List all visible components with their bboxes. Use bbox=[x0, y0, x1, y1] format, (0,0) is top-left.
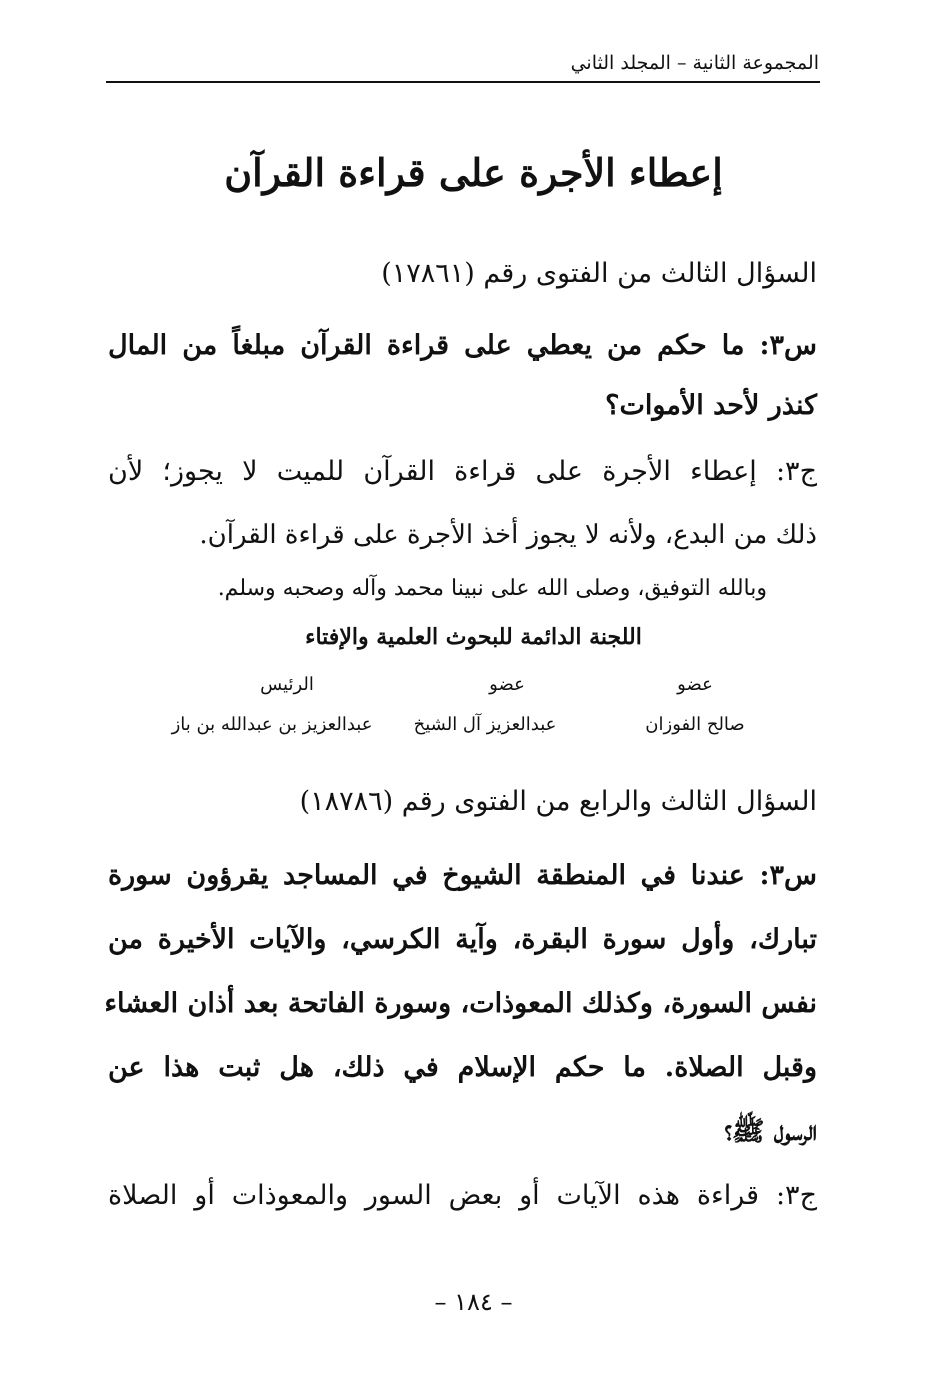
fatwa1-answer-line-1: ج٣: إعطاء الأجرة على قراءة القرآن للميت لا يجوز؛ لأن bbox=[108, 456, 817, 487]
page-number: – ١٨٤ – bbox=[434, 1288, 513, 1316]
fatwa2-question-line-5: الرسول ﷺ؟ bbox=[724, 1116, 817, 1147]
fatwa2-question-line-4: وقبل الصلاة. ما حكم الإسلام في ذلك، هل ثبت هذا عن bbox=[108, 1052, 817, 1083]
signatory-2-name: عبدالعزيز آل الشيخ bbox=[413, 714, 557, 735]
fatwa2-heading: السؤال الثالث والرابع من الفتوى رقم (١٨٧٨٦) bbox=[299, 786, 817, 817]
fatwa1-question-line-2: كنذر لأحد الأموات؟ bbox=[605, 390, 817, 421]
committee-name: اللجنة الدائمة للبحوث العلمية والإفتاء bbox=[305, 624, 642, 650]
fatwa2-question-line-1: س٣: عندنا في المنطقة الشيوخ في المساجد يقرؤون سورة bbox=[108, 860, 817, 891]
signatory-3-name: عبدالعزيز بن عبدالله بن باز bbox=[171, 714, 373, 735]
signatory-1-name: صالح الفوزان bbox=[645, 714, 745, 735]
fatwa1-closing: وبالله التوفيق، وصلى الله على نبينا محمد وآله وصحبه وسلم. bbox=[217, 576, 767, 601]
signatory-3-role: الرئيس bbox=[260, 674, 314, 695]
running-header: المجموعة الثانية – المجلد الثاني bbox=[570, 52, 819, 74]
page-title: إعطاء الأجرة على قراءة القرآن bbox=[224, 150, 723, 195]
header-rule bbox=[106, 81, 820, 83]
fatwa1-answer-line-2: ذلك من البدع، ولأنه لا يجوز أخذ الأجرة على قراءة القرآن. bbox=[199, 520, 817, 550]
fatwa2-question-line-3: نفس السورة، وكذلك المعوذات، وسورة الفاتحة بعد أذان العشاء bbox=[104, 988, 817, 1019]
fatwa1-heading: السؤال الثالث من الفتوى رقم (١٧٨٦١) bbox=[381, 258, 817, 289]
fatwa2-answer-line-1: ج٣: قراءة هذه الآيات أو بعض السور والمعوذات أو الصلاة bbox=[108, 1180, 817, 1211]
signatory-2-role: عضو bbox=[489, 674, 525, 695]
fatwa2-question-line-2: تبارك، وأول سورة البقرة، وآية الكرسي، والآيات الأخيرة من bbox=[108, 924, 817, 955]
signatory-1-role: عضو bbox=[677, 674, 713, 695]
fatwa1-question-line-1: س٣: ما حكم من يعطي على قراءة القرآن مبلغاً من المال bbox=[108, 330, 817, 361]
